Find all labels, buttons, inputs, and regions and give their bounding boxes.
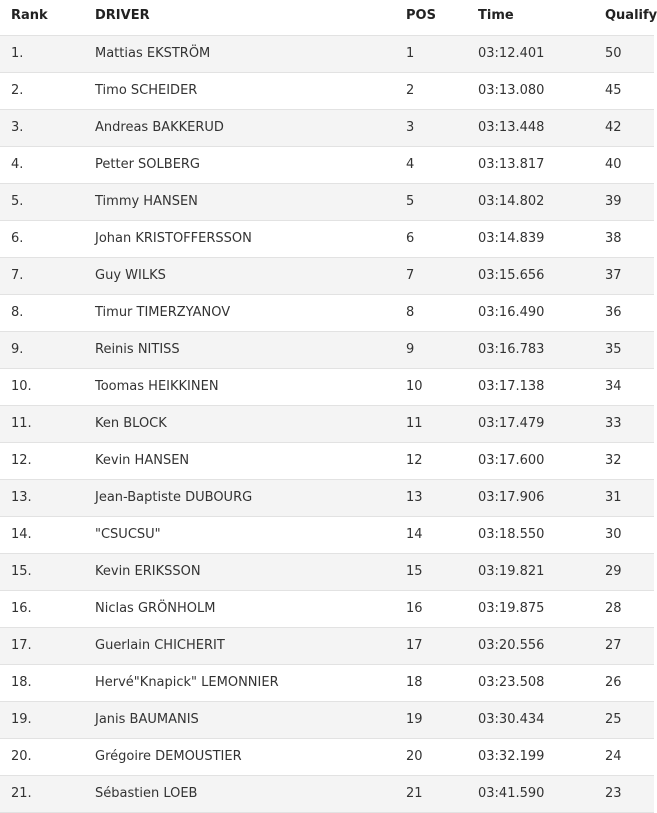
rank-cell: 10.: [11, 379, 32, 394]
pos-cell: 18: [406, 675, 423, 690]
time-cell: 03:13.080: [478, 83, 545, 98]
driver-cell: Johan KRISTOFFERSSON: [95, 231, 252, 246]
rank-cell: 9.: [11, 342, 24, 357]
table-row: [0, 775, 654, 813]
table-row: [0, 516, 654, 553]
table-row: [0, 331, 654, 368]
pos-cell: 14: [406, 527, 423, 542]
driver-cell: Guerlain CHICHERIT: [95, 638, 225, 653]
table-row: [0, 405, 654, 442]
qualify-cell: 29: [605, 564, 622, 579]
time-cell: 03:17.479: [478, 416, 545, 431]
time-cell: 03:17.600: [478, 453, 545, 468]
table-row: [0, 220, 654, 257]
driver-cell: Reinis NITISS: [95, 342, 180, 357]
table-row: [0, 109, 654, 146]
qualify-cell: 34: [605, 379, 622, 394]
qualify-cell: 45: [605, 83, 622, 98]
qualify-cell: 25: [605, 712, 622, 727]
table-row: [0, 664, 654, 701]
table-row: [0, 368, 654, 405]
rank-cell: 8.: [11, 305, 24, 320]
column-header-time[interactable]: Time: [478, 8, 514, 23]
qualify-cell: 23: [605, 786, 622, 801]
pos-cell: 17: [406, 638, 423, 653]
rank-cell: 4.: [11, 157, 24, 172]
pos-cell: 10: [406, 379, 423, 394]
driver-cell: "CSUCSU": [95, 527, 161, 542]
qualify-cell: 38: [605, 231, 622, 246]
column-header-driver[interactable]: DRIVER: [95, 8, 150, 23]
qualify-cell: 39: [605, 194, 622, 209]
qualify-cell: 26: [605, 675, 622, 690]
time-cell: 03:15.656: [478, 268, 545, 283]
table-row: [0, 72, 654, 109]
driver-cell: Jean-Baptiste DUBOURG: [95, 490, 253, 505]
rank-cell: 19.: [11, 712, 32, 727]
qualify-cell: 50: [605, 46, 622, 61]
time-cell: 03:12.401: [478, 46, 545, 61]
table-row: [0, 35, 654, 72]
column-header-rank[interactable]: Rank: [11, 8, 48, 23]
rank-cell: 5.: [11, 194, 24, 209]
pos-cell: 8: [406, 305, 415, 320]
qualify-cell: 35: [605, 342, 622, 357]
rank-cell: 20.: [11, 749, 32, 764]
pos-cell: 5: [406, 194, 415, 209]
qualify-cell: 40: [605, 157, 622, 172]
pos-cell: 12: [406, 453, 423, 468]
table-row: [0, 553, 654, 590]
qualify-cell: 32: [605, 453, 622, 468]
time-cell: 03:20.556: [478, 638, 545, 653]
table-row: [0, 627, 654, 664]
qualify-cell: 24: [605, 749, 622, 764]
column-header-pos[interactable]: POS: [406, 8, 436, 23]
pos-cell: 3: [406, 120, 415, 135]
rank-cell: 16.: [11, 601, 32, 616]
driver-cell: Timo SCHEIDER: [95, 83, 198, 98]
table-row: [0, 257, 654, 294]
time-cell: 03:19.875: [478, 601, 545, 616]
pos-cell: 9: [406, 342, 415, 357]
table-row: [0, 590, 654, 627]
driver-cell: Ken BLOCK: [95, 416, 167, 431]
time-cell: 03:16.783: [478, 342, 545, 357]
driver-cell: Kevin HANSEN: [95, 453, 190, 468]
time-cell: 03:16.490: [478, 305, 545, 320]
rank-cell: 12.: [11, 453, 32, 468]
rank-cell: 15.: [11, 564, 32, 579]
pos-cell: 21: [406, 786, 423, 801]
driver-cell: Andreas BAKKERUD: [95, 120, 224, 135]
driver-cell: Timur TIMERZYANOV: [95, 305, 231, 320]
rank-cell: 6.: [11, 231, 24, 246]
time-cell: 03:23.508: [478, 675, 545, 690]
qualify-cell: 31: [605, 490, 622, 505]
table-body: [0, 35, 654, 813]
time-cell: 03:32.199: [478, 749, 545, 764]
time-cell: 03:30.434: [478, 712, 545, 727]
rank-cell: 11.: [11, 416, 32, 431]
time-cell: 03:17.138: [478, 379, 545, 394]
time-cell: 03:14.839: [478, 231, 545, 246]
rank-cell: 3.: [11, 120, 24, 135]
driver-cell: Janis BAUMANIS: [95, 712, 199, 727]
table-row: [0, 701, 654, 738]
pos-cell: 15: [406, 564, 423, 579]
rank-cell: 14.: [11, 527, 32, 542]
time-cell: 03:41.590: [478, 786, 545, 801]
qualify-cell: 27: [605, 638, 622, 653]
pos-cell: 1: [406, 46, 415, 61]
driver-cell: Niclas GRÖNHOLM: [95, 601, 216, 616]
rank-cell: 7.: [11, 268, 24, 283]
driver-cell: Kevin ERIKSSON: [95, 564, 201, 579]
pos-cell: 4: [406, 157, 415, 172]
pos-cell: 20: [406, 749, 423, 764]
rank-cell: 1.: [11, 46, 24, 61]
driver-cell: Guy WILKS: [95, 268, 166, 283]
pos-cell: 11: [406, 416, 423, 431]
pos-cell: 16: [406, 601, 423, 616]
driver-cell: Timmy HANSEN: [95, 194, 198, 209]
qualify-cell: 37: [605, 268, 622, 283]
qualify-cell: 28: [605, 601, 622, 616]
pos-cell: 19: [406, 712, 423, 727]
qualify-cell: 42: [605, 120, 622, 135]
time-cell: 03:13.448: [478, 120, 545, 135]
time-cell: 03:19.821: [478, 564, 545, 579]
driver-cell: Petter SOLBERG: [95, 157, 201, 172]
qualify-cell: 30: [605, 527, 622, 542]
qualify-cell: 33: [605, 416, 622, 431]
driver-cell: Toomas HEIKKINEN: [95, 379, 219, 394]
table-row: [0, 479, 654, 516]
rank-cell: 17.: [11, 638, 32, 653]
table-row: [0, 146, 654, 183]
rank-cell: 13.: [11, 490, 32, 505]
rank-cell: 18.: [11, 675, 32, 690]
pos-cell: 6: [406, 231, 415, 246]
table-header-row: [0, 0, 657, 35]
time-cell: 03:14.802: [478, 194, 545, 209]
pos-cell: 7: [406, 268, 415, 283]
rank-cell: 21.: [11, 786, 32, 801]
column-header-qualify[interactable]: Qualify: [605, 8, 657, 23]
qualify-cell: 36: [605, 305, 622, 320]
time-cell: 03:13.817: [478, 157, 545, 172]
table-row: [0, 738, 654, 775]
pos-cell: 13: [406, 490, 423, 505]
table-row: [0, 442, 654, 479]
driver-cell: Sébastien LOEB: [95, 786, 198, 801]
driver-cell: Mattias EKSTRÖM: [95, 46, 211, 61]
driver-cell: Grégoire DEMOUSTIER: [95, 749, 242, 764]
time-cell: 03:17.906: [478, 490, 545, 505]
table-row: [0, 294, 654, 331]
table-row: [0, 183, 654, 220]
pos-cell: 2: [406, 83, 415, 98]
driver-cell: Hervé"Knapick" LEMONNIER: [95, 675, 279, 690]
rank-cell: 2.: [11, 83, 24, 98]
time-cell: 03:18.550: [478, 527, 545, 542]
